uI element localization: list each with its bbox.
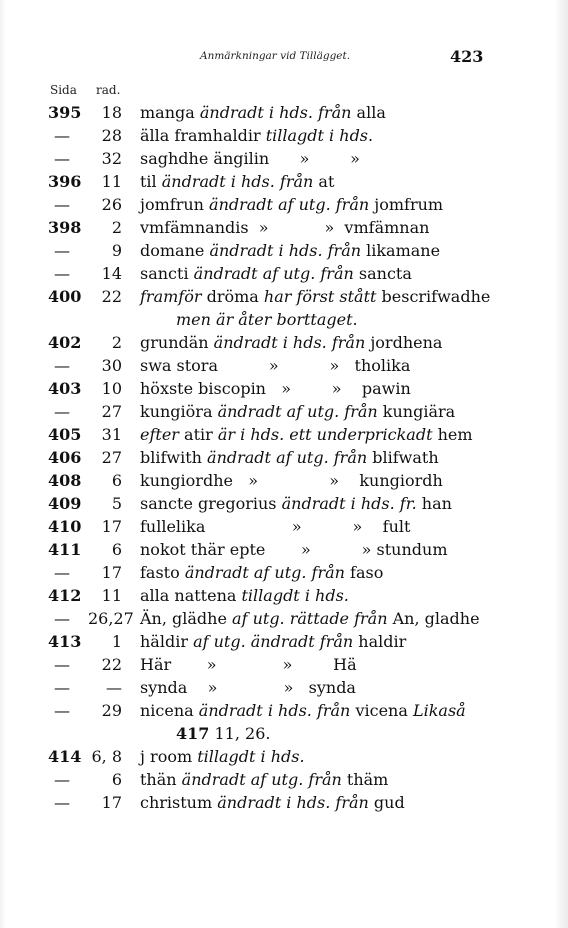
annotation-row: [0, 331, 568, 354]
text-segment: jordhena: [365, 333, 443, 352]
line-ref: 6: [111, 471, 122, 490]
annotation-text: [140, 630, 406, 653]
annotation-row: [0, 745, 568, 768]
editorial-note: ändradt i hds. från: [198, 701, 351, 720]
annotation-row: [0, 722, 568, 745]
line-ref: 30: [101, 356, 122, 375]
page-ref: —: [54, 655, 70, 674]
page-ref: 412: [48, 586, 82, 605]
page-ref: —: [54, 402, 70, 421]
annotation-row: [0, 469, 568, 492]
text-segment: manga: [140, 103, 200, 122]
text-segment: thän: [140, 770, 182, 789]
editorial-note: ändradt i hds. fr.: [281, 494, 417, 513]
editorial-note: ändradt af utg. från: [217, 402, 378, 421]
page-ref: —: [54, 563, 70, 582]
text-segment: christum: [140, 793, 218, 812]
page-ref: —: [54, 609, 70, 628]
annotation-row: [0, 147, 568, 170]
running-header: [0, 47, 568, 67]
annotation-text: [140, 147, 360, 170]
text-segment: han: [416, 494, 452, 513]
editorial-note: är i hds. ett underprickadt: [217, 425, 433, 444]
text-segment: kungiära: [377, 402, 456, 421]
text-segment: häldir: [140, 632, 194, 651]
line-ref: 11: [101, 586, 122, 605]
line-ref: 31: [101, 425, 122, 444]
text-segment: blifwith: [140, 448, 208, 467]
page-ref: —: [54, 264, 70, 283]
annotation-row: [0, 676, 568, 699]
editorial-note: ändradt i hds. från: [213, 333, 366, 352]
line-ref: 17: [101, 563, 122, 582]
column-header-rad: rad.: [96, 83, 121, 97]
annotation-text: [140, 193, 443, 216]
annotation-row: [0, 377, 568, 400]
line-ref: 17: [101, 517, 122, 536]
annotation-text: [176, 722, 270, 745]
annotation-row: [0, 791, 568, 814]
text-segment: älla framhaldir: [140, 126, 266, 145]
editorial-note: af utg. ändradt från: [193, 632, 354, 651]
annotation-text: [140, 377, 411, 400]
annotation-text: [140, 768, 388, 791]
editorial-note: ändradt i hds. från: [199, 103, 352, 122]
annotation-text: [140, 561, 383, 584]
text-segment: vicena: [350, 701, 413, 720]
annotation-row: [0, 653, 568, 676]
editorial-note: ändradt i hds. från: [209, 241, 362, 260]
line-ref: 22: [101, 655, 122, 674]
editorial-note: tillagdt i hds.: [265, 126, 374, 145]
text-segment: 417: [176, 724, 210, 743]
annotation-row: [0, 193, 568, 216]
annotation-text: [140, 446, 439, 469]
annotation-row: [0, 561, 568, 584]
text-segment: blifwath: [367, 448, 439, 467]
text-segment: sancti: [140, 264, 194, 283]
annotation-row: [0, 216, 568, 239]
editorial-note: ändradt af utg. från: [184, 563, 345, 582]
annotation-text: [140, 653, 357, 676]
text-segment: Än, glädhe: [140, 609, 233, 628]
line-ref: 6: [111, 770, 122, 789]
page-number: 423: [450, 47, 484, 66]
annotation-text: [140, 216, 429, 239]
annotation-row: [0, 768, 568, 791]
text-segment: dröma: [201, 287, 264, 306]
annotation-text: [140, 170, 334, 193]
annotation-text: [140, 538, 448, 561]
editorial-note: af utg. rättade från: [232, 609, 388, 628]
line-ref: 32: [101, 149, 122, 168]
text-segment: synda » » synda: [140, 678, 356, 697]
page-ref: 413: [48, 632, 82, 651]
annotation-text: [140, 400, 455, 423]
text-segment: likamane: [361, 241, 441, 260]
editorial-note: ändradt af utg. från: [193, 264, 354, 283]
annotation-row: [0, 239, 568, 262]
line-ref: 27: [101, 448, 122, 467]
annotation-text: [140, 607, 480, 630]
annotation-text: [140, 124, 373, 147]
line-ref: 26: [101, 195, 122, 214]
annotation-text: [140, 469, 443, 492]
annotation-row: [0, 400, 568, 423]
text-segment: thäm: [341, 770, 389, 789]
annotation-row: [0, 262, 568, 285]
annotation-text: [140, 285, 490, 308]
editorial-note: efter: [140, 425, 179, 444]
annotation-text: [140, 354, 410, 377]
annotation-text: [140, 791, 405, 814]
text-segment: vmfämnandis » » vmfämnan: [140, 218, 430, 237]
page-ref: 411: [48, 540, 82, 559]
line-ref: 26,27: [88, 609, 134, 628]
running-title: Anmärkningar vid Tillägget.: [200, 50, 351, 62]
text-segment: nicena: [140, 701, 199, 720]
annotation-text: [176, 308, 358, 331]
editorial-note: tillagdt i hds.: [197, 747, 305, 766]
text-segment: domane: [140, 241, 210, 260]
page-ref: —: [54, 195, 70, 214]
page-ref: 402: [48, 333, 82, 352]
line-ref: 6, 8: [91, 747, 122, 766]
page-ref: —: [54, 241, 70, 260]
text-segment: nokot thär epte » » stundum: [140, 540, 448, 559]
page-ref: —: [54, 149, 70, 168]
page-ref: —: [54, 356, 70, 375]
text-segment: An, gladhe: [387, 609, 480, 628]
page-ref: 406: [48, 448, 82, 467]
editorial-note: ändradt af utg. från: [181, 770, 342, 789]
text-segment: til: [140, 172, 162, 191]
editorial-note: ändradt af utg. från: [209, 195, 370, 214]
editorial-note: men är åter borttaget.: [176, 310, 358, 329]
line-ref: —: [106, 678, 122, 697]
annotation-row: [0, 607, 568, 630]
editorial-note: tillagdt i hds.: [241, 586, 349, 605]
annotation-text: [140, 239, 440, 262]
text-segment: jomfrum: [369, 195, 444, 214]
line-ref: 27: [101, 402, 122, 421]
page-ref: —: [54, 678, 70, 697]
text-segment: alla: [351, 103, 386, 122]
annotation-text: [140, 262, 412, 285]
editorial-note: framför: [140, 287, 202, 306]
text-segment: hem: [432, 425, 473, 444]
annotation-text: [140, 584, 349, 607]
text-segment: fasto: [140, 563, 185, 582]
annotation-row: [0, 630, 568, 653]
annotation-row: [0, 124, 568, 147]
editorial-note: ändradt i hds. från: [217, 793, 369, 812]
annotation-text: [140, 699, 466, 722]
line-ref: 29: [101, 701, 122, 720]
line-ref: 1: [111, 632, 122, 651]
line-ref: 6: [111, 540, 122, 559]
text-segment: faso: [344, 563, 384, 582]
annotation-text: [140, 101, 386, 124]
text-segment: Här » » Hä: [140, 655, 357, 674]
text-segment: kungiordhe » » kungiordh: [140, 471, 443, 490]
annotation-text: [140, 745, 305, 768]
editorial-note: ändradt af utg. från: [207, 448, 368, 467]
annotation-row: [0, 446, 568, 469]
text-segment: haldir: [353, 632, 407, 651]
page-ref: 398: [48, 218, 82, 237]
page-ref: —: [54, 770, 70, 789]
page-ref: —: [54, 793, 70, 812]
column-header-sida: Sida: [50, 83, 77, 97]
line-ref: 10: [101, 379, 122, 398]
text-segment: saghdhe ängilin » »: [140, 149, 360, 168]
line-ref: 14: [101, 264, 122, 283]
text-segment: kungiöra: [140, 402, 218, 421]
text-segment: gud: [368, 793, 405, 812]
line-ref: 28: [101, 126, 122, 145]
line-ref: 5: [111, 494, 122, 513]
text-segment: swa stora » » tholika: [140, 356, 411, 375]
text-segment: sancte gregorius: [140, 494, 282, 513]
annotation-row: [0, 515, 568, 538]
annotation-text: [140, 331, 442, 354]
line-ref: 22: [101, 287, 122, 306]
annotation-row: [0, 101, 568, 124]
annotation-text: [140, 676, 356, 699]
line-ref: 2: [111, 333, 122, 352]
text-segment: atir: [178, 425, 218, 444]
annotation-row: [0, 538, 568, 561]
text-segment: fullelika » » fult: [140, 517, 411, 536]
text-segment: sancta: [353, 264, 412, 283]
editorial-note: ändradt i hds. från: [161, 172, 314, 191]
page-ref: 409: [48, 494, 82, 513]
text-segment: jomfrun: [140, 195, 210, 214]
annotation-text: [140, 492, 452, 515]
editorial-note: har först stått: [263, 287, 377, 306]
annotation-row: [0, 285, 568, 308]
text-segment: alla nattena: [140, 586, 242, 605]
annotation-text: [140, 515, 410, 538]
annotation-row: [0, 699, 568, 722]
line-ref: 9: [111, 241, 122, 260]
annotation-row: [0, 492, 568, 515]
text-segment: at: [313, 172, 335, 191]
annotation-row: [0, 308, 568, 331]
annotation-text: [140, 423, 473, 446]
line-ref: 17: [101, 793, 122, 812]
text-segment: j room: [140, 747, 198, 766]
annotation-list: [0, 101, 568, 814]
annotation-row: [0, 584, 568, 607]
text-segment: 11, 26.: [209, 724, 271, 743]
editorial-note: Likaså: [412, 701, 466, 720]
text-segment: bescrifwadhe: [376, 287, 491, 306]
line-ref: 11: [101, 172, 122, 191]
page-ref: 414: [48, 747, 82, 766]
text-segment: höxste biscopin » » pawin: [140, 379, 411, 398]
annotation-row: [0, 354, 568, 377]
page-ref: 408: [48, 471, 82, 490]
page-ref: 410: [48, 517, 82, 536]
page-ref: 403: [48, 379, 82, 398]
page-ref: 396: [48, 172, 82, 191]
page-ref: —: [54, 126, 70, 145]
line-ref: 2: [111, 218, 122, 237]
page-ref: 405: [48, 425, 82, 444]
annotation-row: [0, 170, 568, 193]
page-ref: 400: [48, 287, 82, 306]
annotation-row: [0, 423, 568, 446]
page-ref: —: [54, 701, 70, 720]
line-ref: 18: [101, 103, 122, 122]
text-segment: grundän: [140, 333, 214, 352]
page-ref: 395: [48, 103, 82, 122]
